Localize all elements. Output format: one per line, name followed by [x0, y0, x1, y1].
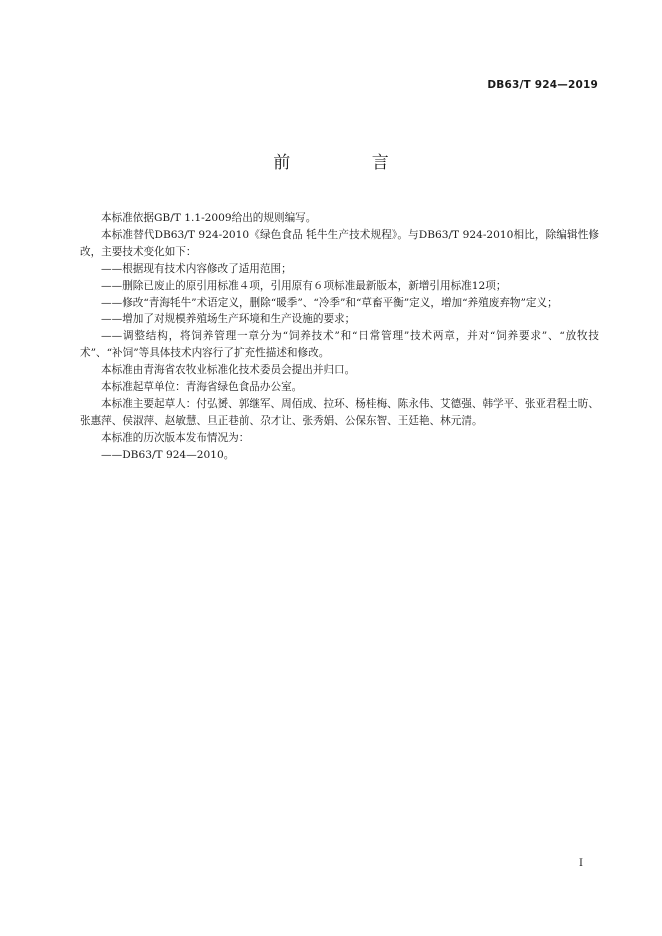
- paragraph: 本标准由青海省农牧业标准化技术委员会提出并归口。: [101, 364, 356, 377]
- paragraph: ——修改“青海牦牛”术语定义，删除“暖季”、“冷季”和“草畜平衡”定义，增加“养殖废弃物”定义；: [101, 296, 558, 309]
- document-id: DB63/T 924—2019: [487, 79, 598, 91]
- paragraph: ——根据现有技术内容修改了适用范围；: [101, 262, 292, 275]
- paragraph: ——DB63/T 924—2010。: [101, 448, 235, 461]
- page-title: 前 言: [273, 153, 427, 173]
- page-number: I: [579, 858, 583, 869]
- paragraph: ——增加了对规模养殖场生产环境和生产设施的要求；: [101, 313, 356, 326]
- paragraph: 本标准替代DB63/T 924-2010《绿色食品 牦牛生产技术规程》。与DB63/T 924-2010相比，除编辑性修改，主要技术变化如下：: [80, 228, 599, 258]
- paragraph: 本标准依据GB/T 1.1-2009给出的规则编写。: [101, 212, 317, 224]
- paragraph: ——删除已废止的原引用标准４项，引用原有６项标准最新版本，新增引用标准12项；: [101, 279, 507, 292]
- paragraph: ——调整结构，将饲养管理一章分为“饲养技术”和“日常管理”技术两章，并对“饲养要求”、“放牧技术”、“补饲”等具体技术内容行了扩充性描述和修改。: [80, 330, 599, 360]
- paragraph: 本标准起草单位：青海省绿色食品办公室。: [101, 381, 303, 394]
- foreword-body: [80, 210, 599, 464]
- paragraph: 本标准的历次版本发布情况为：: [101, 431, 250, 444]
- paragraph: 本标准主要起草人：付弘赟、郭继军、周佰成、拉环、杨桂梅、陈永伟、艾德强、韩学平、张亚君程士昉、张惠萍、侯淑萍、赵敏慧、旦正巷前、尕才让、张秀娟、公保东智、王廷艳、林元清。: [80, 397, 599, 427]
